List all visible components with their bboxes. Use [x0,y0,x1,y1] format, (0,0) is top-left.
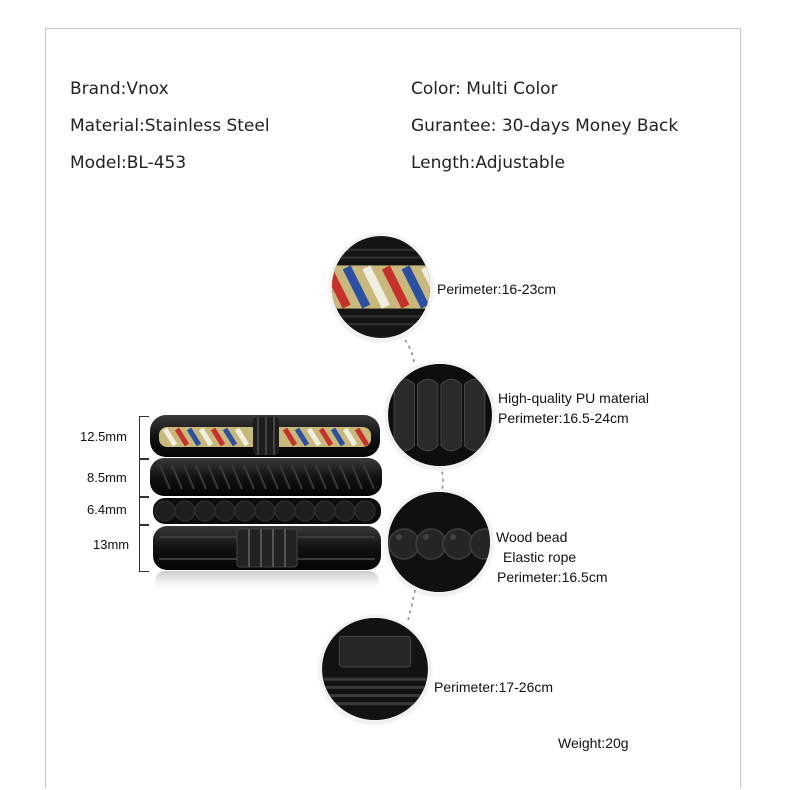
spec-color: Color: Multi Color [411,79,558,99]
pu-detail-image [388,364,492,466]
spec-guarantee: Gurantee: 30-days Money Back [411,116,679,136]
leather-detail-image [322,618,428,720]
leather-detail-circle [322,618,428,720]
dimension-label-pu: 8.5mm [87,470,127,485]
dimension-label-braided: 12.5mm [80,429,127,444]
dimension-label-leather: 13mm [93,537,130,552]
spec-model: Model:BL-453 [70,153,187,173]
callout-wood [496,527,607,587]
callout-wood-perimeter: Perimeter:16.5cm [497,569,608,585]
spec-length: Length:Adjustable [411,153,565,173]
callout-pu-material: High-quality PU material [498,390,649,406]
spec-material: Material:Stainless Steel [70,116,270,136]
callout-pu-perimeter: Perimeter:16.5-24cm [498,410,629,426]
callout-wood-elastic: Elastic rope [503,549,577,565]
callout-leather-perimeter: Perimeter:17-26cm [434,679,554,695]
callout-braided-perimeter: Perimeter:16-23cm [437,281,557,297]
dimension-label-wood: 6.4mm [87,502,127,517]
weight-label: Weight:20g [558,735,629,751]
wood-bead-detail-circle [388,492,490,592]
callout-leather [434,677,553,697]
braided-detail-circle [332,236,430,338]
callout-pu [498,388,649,428]
braided-detail-image [332,236,430,338]
callout-braided [437,279,556,299]
wood-bead-detail-image [388,492,490,592]
pu-detail-circle [388,364,492,466]
callout-wood-bead: Wood bead [496,529,568,545]
spec-brand: Brand:Vnox [70,79,169,99]
